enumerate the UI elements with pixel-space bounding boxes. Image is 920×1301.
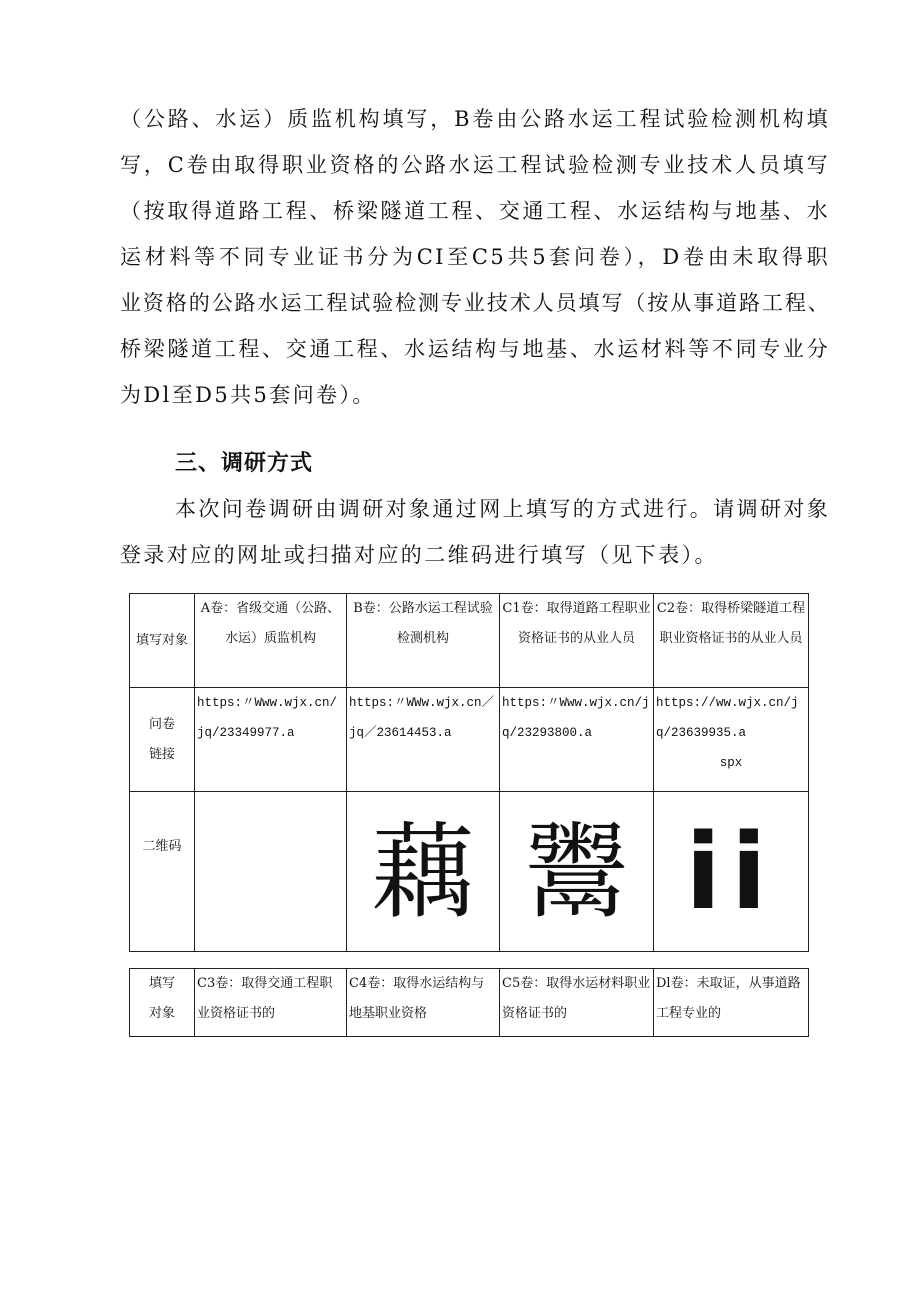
text-line: 本次问卷调研由调研对象通过网上填写的方式进行。请调研对象 — [175, 497, 831, 521]
target-cell-c4: C4卷：取得水运结构与地基职业资格 — [347, 969, 500, 1037]
target-cell-c1: C1卷：取得道路工程职业资格证书的从业人员 — [500, 594, 654, 688]
target-cell-d1: Dl卷：未取证，从事道路工程专业的 — [654, 969, 809, 1037]
target-cell-b: B卷：公路水运工程试验检测机构 — [347, 594, 500, 688]
text-line: 登录对应的网址或扫描对应的二维码进行填写（见下表）。 — [120, 543, 718, 567]
text-line: 业资格的公路水运工程试验检测专业技术人员填写（按从事道路工程、 — [120, 291, 830, 315]
target-cell-c2: C2卷：取得桥梁隧道工程职业资格证书的从业人员 — [654, 594, 809, 688]
survey-link-b[interactable]: https:〃WWw.wjx.cn／jq／23614453.a — [347, 688, 500, 792]
text-line: 运材料等不同专业证书分为CI至C5共5套问卷），D卷由未取得职 — [120, 245, 830, 269]
survey-link-c2-tail[interactable]: spx — [719, 756, 743, 770]
paragraph-survey-groups — [120, 96, 830, 418]
survey-table — [129, 593, 809, 952]
survey-link-c2-text[interactable]: https://ww.wjx.cn/jq/23639935.a — [656, 696, 799, 740]
survey-link-c2[interactable] — [654, 688, 809, 792]
text-line: （按取得道路工程、桥梁隧道工程、交通工程、水运结构与地基、水 — [120, 199, 830, 223]
row-label-link: 问卷链接 — [130, 688, 195, 792]
survey-table-continued — [129, 968, 809, 1037]
text-line: 桥梁隧道工程、交通工程、水运结构与地基、水运材料等不同专业分 — [120, 337, 830, 361]
table-row — [130, 594, 809, 688]
row-label-qr: 二维码 — [130, 792, 195, 952]
target-cell-c3: C3卷：取得交通工程职业资格证书的 — [195, 969, 347, 1037]
text-line: （公路、水运）质监机构填写，B卷由公路水运工程试验检测机构填 — [120, 107, 830, 131]
qr-code-b[interactable]: 藕 — [347, 792, 500, 952]
table-row — [130, 969, 809, 1037]
table-row — [130, 792, 809, 952]
qr-code-a[interactable] — [195, 792, 347, 952]
qr-code-c2[interactable]: ii — [654, 792, 809, 952]
paragraph-survey-method — [120, 486, 830, 578]
qr-code-c1[interactable]: 鬻 — [500, 792, 654, 952]
survey-link-c1[interactable]: https:〃Www.wjx.cn/jq/23293800.a — [500, 688, 654, 792]
text-line: 为Dl至D5共5套问卷）。 — [120, 383, 376, 407]
target-cell-a: A卷：省级交通（公路、水运）质监机构 — [195, 594, 347, 688]
section-heading: 三、调研方式 — [175, 451, 314, 476]
target-cell-c5: C5卷：取得水运材料职业资格证书的 — [500, 969, 654, 1037]
row-label-target: 填写对象 — [130, 969, 195, 1037]
survey-link-a[interactable]: https:〃Www.wjx.cn/jq/23349977.a — [195, 688, 347, 792]
table-row — [130, 688, 809, 792]
row-label-target: 填写对象 — [130, 594, 195, 688]
text-line: 写，C卷由取得职业资格的公路水运工程试验检测专业技术人员填写 — [120, 153, 830, 177]
